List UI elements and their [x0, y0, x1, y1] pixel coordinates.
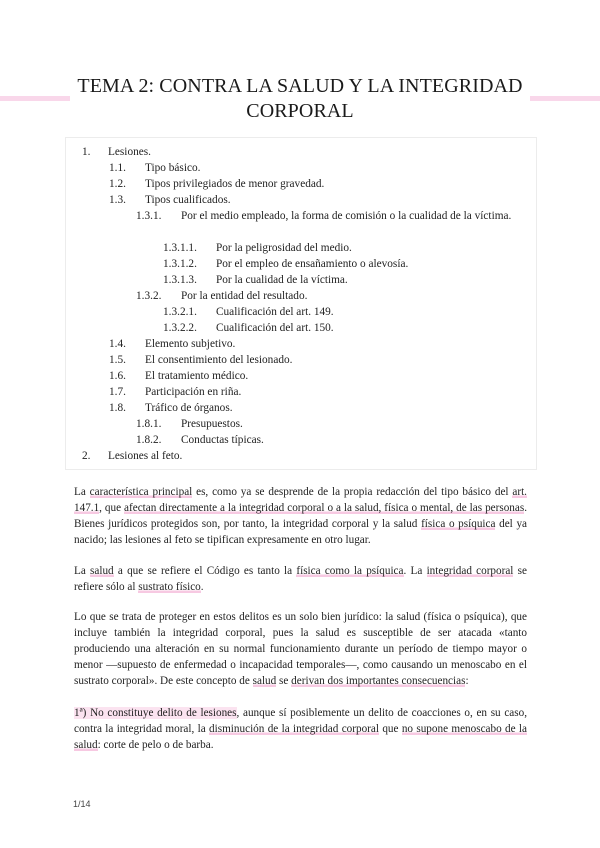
toc-number: 1.8. — [109, 402, 126, 414]
toc-number: 1.8.1. — [136, 418, 162, 430]
highlighted-text: afectan directamente a la integridad corporal o a la salud, física o mental, de las personas — [124, 502, 525, 514]
toc-label: Tipos cualificados. — [145, 194, 231, 206]
toc-number: 1.3.1. — [136, 210, 162, 222]
highlighted-text: integridad corporal — [426, 565, 514, 577]
toc-label: Lesiones. — [108, 146, 151, 158]
text: se — [276, 675, 292, 687]
toc-label: Por el empleo de ensañamiento o alevosía. — [216, 258, 409, 270]
toc-number: 1.1. — [109, 162, 126, 174]
paragraph-3 — [74, 609, 527, 689]
title-line-1: TEMA 2: CONTRA LA SALUD Y LA INTEGRIDAD — [77, 75, 523, 97]
toc-label: Por la peligrosidad del medio. — [216, 242, 352, 254]
toc-label: Por la entidad del resultado. — [181, 290, 308, 302]
page-number: 1/14 — [73, 799, 91, 809]
text: Lo que se trata de proteger en estos delitos es un solo bien jurídico: la salud (física o psíquica), que incluye también la integridad corporal, pues la salud es susceptible de ser atacada «tanto produciendo una alteración en su normal funcionamiento durante un período de tiempo mayor o menor —supuesto de enfermedad o incapacidad temporales—, como causando un menoscabo en el sustrato corporal». De este concepto de — [74, 611, 527, 687]
highlighted-text: disminución de la integridad corporal — [209, 723, 379, 735]
highlighted-text: no supone menoscabo de la salud — [74, 723, 528, 751]
text: , que — [99, 502, 125, 514]
text: del ya nacido; las lesiones al feto se tipifican expresamente en otro lugar. — [74, 518, 527, 546]
toc-number: 1.4. — [109, 338, 126, 350]
toc-number: 1.3.2.1. — [163, 306, 197, 318]
page-title — [40, 74, 560, 124]
text: La — [74, 565, 91, 577]
text: , aunque sí posiblemente un delito de coacciones o, en su caso, contra la integridad moral, la — [74, 707, 527, 735]
text: : corte de pelo o de barba. — [97, 739, 214, 751]
toc-number: 1.3.1.3. — [163, 274, 197, 286]
toc-number: 1.5. — [109, 354, 126, 366]
toc-label: Participación en riña. — [145, 386, 242, 398]
text: La — [74, 486, 90, 498]
highlighted-text: 1ª) No constituye delito de lesiones — [74, 707, 237, 719]
paragraph-4 — [74, 705, 527, 753]
toc-label: Lesiones al feto. — [108, 450, 183, 462]
toc-label: Por la cualidad de la víctima. — [216, 274, 348, 286]
paragraph-2 — [74, 563, 527, 595]
toc-label: Por el medio empleado, la forma de comisión o la cualidad de la víctima. — [181, 210, 512, 222]
toc-label: El consentimiento del lesionado. — [145, 354, 293, 366]
toc-number: 1. — [82, 146, 91, 158]
text: . — [200, 581, 204, 593]
toc-label: El tratamiento médico. — [145, 370, 249, 382]
toc-label: Tipos privilegiados de menor gravedad. — [145, 178, 325, 190]
text: a que se refiere el Código es tanto la — [113, 565, 297, 577]
text: . La — [403, 565, 427, 577]
toc-label: Cualificación del art. 149. — [216, 306, 334, 318]
highlighted-text: física o psíquica — [421, 518, 496, 530]
highlighted-text: derivan dos importantes consecuencias — [291, 675, 466, 687]
toc-label: Tráfico de órganos. — [145, 402, 233, 414]
highlighted-text: salud — [252, 675, 277, 687]
toc-number: 1.3. — [109, 194, 126, 206]
toc-number: 1.3.2. — [136, 290, 162, 302]
toc-label: Elemento subjetivo. — [145, 338, 236, 350]
toc-number: 1.7. — [109, 386, 126, 398]
text: . Bienes jurídicos protegidos son, por tanto, la integridad corporal y la salud — [74, 502, 528, 530]
toc-label: Tipo básico. — [145, 162, 201, 174]
toc-number: 1.6. — [109, 370, 126, 382]
toc-label: Presupuestos. — [181, 418, 243, 430]
highlighted-text: física como la psíquica — [296, 565, 404, 577]
toc-number: 1.8.2. — [136, 434, 162, 446]
highlighted-text: sustrato físico — [138, 581, 201, 593]
toc-number: 1.3.1.2. — [163, 258, 197, 270]
paragraph-1 — [74, 484, 527, 548]
highlighted-text: art. 147.1 — [74, 486, 527, 514]
toc-label: Conductas típicas. — [181, 434, 264, 446]
text: que — [378, 723, 402, 735]
table-of-contents — [65, 137, 537, 470]
highlighted-text: salud — [90, 565, 114, 577]
text: se refiere sólo al — [74, 565, 527, 593]
toc-number: 2. — [82, 450, 91, 462]
text: : — [465, 675, 469, 687]
toc-label: Cualificación del art. 150. — [216, 322, 334, 334]
highlighted-text: característica principal — [89, 486, 193, 498]
toc-number: 1.3.2.2. — [163, 322, 197, 334]
toc-number: 1.2. — [109, 178, 126, 190]
toc-number: 1.3.1.1. — [163, 242, 197, 254]
title-line-2: CORPORAL — [246, 100, 354, 122]
text: es, como ya se desprende de la propia redacción del tipo básico del — [192, 486, 513, 498]
